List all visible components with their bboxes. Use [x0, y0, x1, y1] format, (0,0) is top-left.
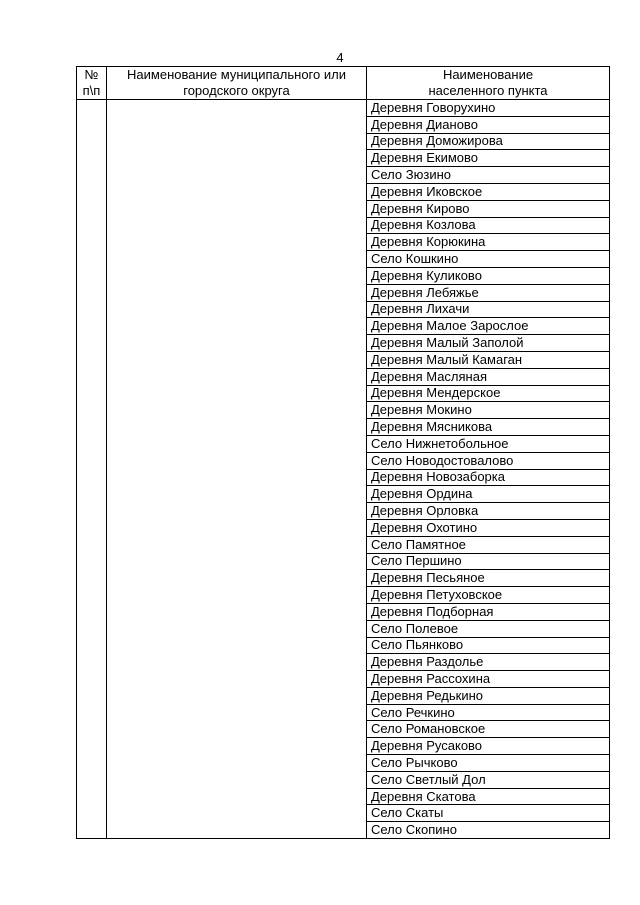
settlement-name: Деревня Дианово	[367, 116, 610, 133]
settlement-name: Деревня Лихачи	[367, 301, 610, 318]
settlement-name: Деревня Орловка	[367, 503, 610, 520]
header-number	[77, 67, 107, 100]
settlement-name: Деревня Новозаборка	[367, 469, 610, 486]
settlement-name: Деревня Скатова	[367, 788, 610, 805]
header-number-line1: №	[84, 67, 99, 82]
settlement-name: Село Скопино	[367, 822, 610, 839]
settlement-name: Деревня Мендерское	[367, 385, 610, 402]
header-settlement-line1: Наименование	[442, 67, 534, 82]
settlement-name: Деревня Ордина	[367, 486, 610, 503]
table-header	[77, 67, 610, 100]
table-row	[77, 100, 610, 117]
settlement-name: Деревня Малый Камаган	[367, 351, 610, 368]
settlement-name: Село Нижнетобольное	[367, 435, 610, 452]
settlement-name: Деревня Охотино	[367, 519, 610, 536]
settlement-name: Село Речкино	[367, 704, 610, 721]
header-row	[77, 67, 610, 100]
number-cell	[77, 100, 107, 839]
settlement-name: Село Першино	[367, 553, 610, 570]
settlements-table	[76, 66, 610, 839]
settlement-name: Деревня Малый Заполой	[367, 335, 610, 352]
settlement-name: Деревня Говорухино	[367, 100, 610, 117]
settlement-name: Деревня Куликово	[367, 267, 610, 284]
settlement-name: Деревня Доможирова	[367, 133, 610, 150]
settlement-name: Село Кошкино	[367, 251, 610, 268]
settlement-name: Деревня Редькино	[367, 687, 610, 704]
header-settlement	[367, 67, 610, 100]
settlement-name: Деревня Русаково	[367, 738, 610, 755]
settlement-name: Село Светлый Дол	[367, 771, 610, 788]
settlement-name: Село Романовское	[367, 721, 610, 738]
settlement-name: Деревня Раздолье	[367, 654, 610, 671]
settlement-name: Деревня Мокино	[367, 402, 610, 419]
settlement-name: Деревня Рассохина	[367, 671, 610, 688]
settlement-name: Село Новодостовалово	[367, 452, 610, 469]
settlement-name: Деревня Екимово	[367, 150, 610, 167]
settlement-name: Деревня Лебяжье	[367, 284, 610, 301]
table-body	[77, 100, 610, 839]
settlement-name: Село Пьянково	[367, 637, 610, 654]
settlement-name: Село Рычково	[367, 755, 610, 772]
settlement-name: Деревня Мясникова	[367, 419, 610, 436]
settlement-name: Деревня Иковское	[367, 183, 610, 200]
settlement-name: Деревня Подборная	[367, 603, 610, 620]
header-settlement-line2: населенного пункта	[428, 83, 548, 98]
header-municipality	[107, 67, 367, 100]
header-number-line2: п\п	[82, 83, 101, 98]
settlement-name: Деревня Песьяное	[367, 570, 610, 587]
settlement-name: Село Скаты	[367, 805, 610, 822]
settlement-name: Деревня Кирово	[367, 200, 610, 217]
page-number: 4	[336, 50, 344, 65]
settlement-name: Село Памятное	[367, 536, 610, 553]
municipality-cell	[107, 100, 367, 839]
settlement-name: Село Зюзино	[367, 167, 610, 184]
settlement-name: Деревня Малое Зарослое	[367, 318, 610, 335]
header-municipality-line2: городского округа	[183, 83, 290, 98]
settlement-name: Деревня Масляная	[367, 368, 610, 385]
settlement-name: Деревня Петуховское	[367, 587, 610, 604]
settlement-name: Село Полевое	[367, 620, 610, 637]
settlement-name: Деревня Козлова	[367, 217, 610, 234]
settlement-name: Деревня Корюкина	[367, 234, 610, 251]
header-municipality-line1: Наименование муниципального или	[127, 67, 346, 82]
